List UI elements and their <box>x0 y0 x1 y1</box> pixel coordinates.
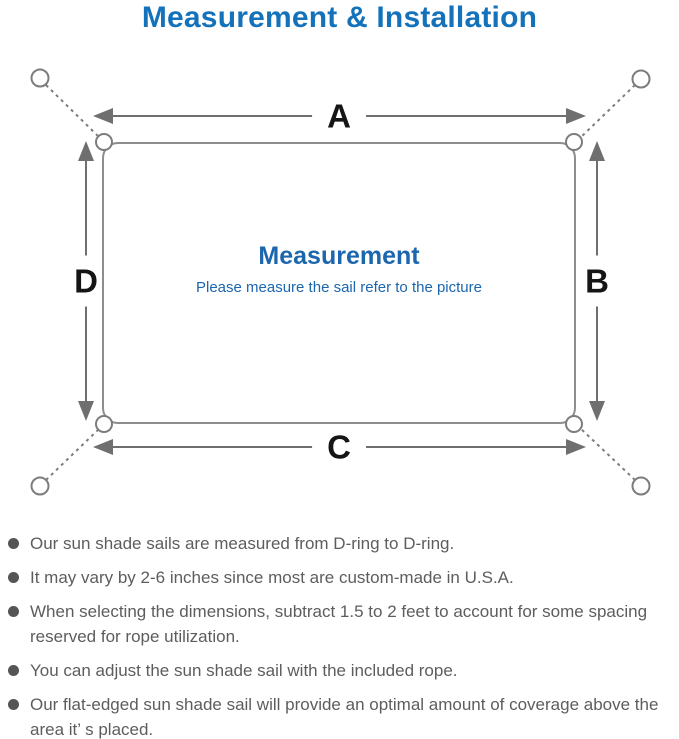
measure-label-b: B <box>582 256 612 307</box>
list-item <box>8 565 668 590</box>
anchor-point-bottom-left <box>32 478 49 495</box>
bullet-icon <box>8 665 19 676</box>
d-ring-bottom-left <box>96 416 112 432</box>
note-text: Our flat-edged sun shade sail will provide an optimal amount of coverage above the area it’ s placed. <box>30 695 659 739</box>
list-item <box>8 531 668 556</box>
note-text: It may vary by 2-6 inches since most are custom-made in U.S.A. <box>30 568 514 587</box>
d-ring-bottom-right <box>566 416 582 432</box>
measure-label-d: D <box>71 256 101 307</box>
list-item <box>8 692 668 739</box>
measure-label-c: C <box>312 429 366 466</box>
note-text: When selecting the dimensions, subtract 1.5 to 2 feet to account for some spacing reserved for rope utilization. <box>30 602 648 646</box>
arrowhead-d-bottom <box>78 401 94 421</box>
measurement-heading: Measurement <box>258 242 420 270</box>
page-title: Measurement & Installation <box>141 1 538 34</box>
notes-list <box>8 531 668 739</box>
anchor-point-top-right <box>633 71 650 88</box>
note-text: You can adjust the sun shade sail with the included rope. <box>30 661 458 680</box>
bullet-icon <box>8 572 19 583</box>
list-item <box>8 658 668 683</box>
bullet-icon <box>8 538 19 549</box>
sail-center-text <box>103 143 575 296</box>
bullet-icon <box>8 699 19 710</box>
arrowhead-b-bottom <box>589 401 605 421</box>
note-text: Our sun shade sails are measured from D-ring to D-ring. <box>30 534 455 553</box>
anchor-point-top-left <box>32 70 49 87</box>
list-item <box>8 599 668 649</box>
arrowhead-b-top <box>589 141 605 161</box>
rope-dash-top-left <box>46 85 100 138</box>
rope-dash-bottom-right <box>580 428 635 480</box>
rope-dash-bottom-left <box>46 428 100 480</box>
rope-dash-top-right <box>580 85 635 138</box>
measurement-subtitle: Please measure the sail refer to the picture <box>196 279 482 296</box>
arrowhead-d-top <box>78 141 94 161</box>
arrowhead-c-left <box>93 439 113 455</box>
arrowhead-a-left <box>93 108 113 124</box>
arrowhead-c-right <box>566 439 586 455</box>
measure-label-a: A <box>312 98 366 135</box>
arrowhead-a-right <box>566 108 586 124</box>
bullet-icon <box>8 606 19 617</box>
anchor-point-bottom-right <box>633 478 650 495</box>
